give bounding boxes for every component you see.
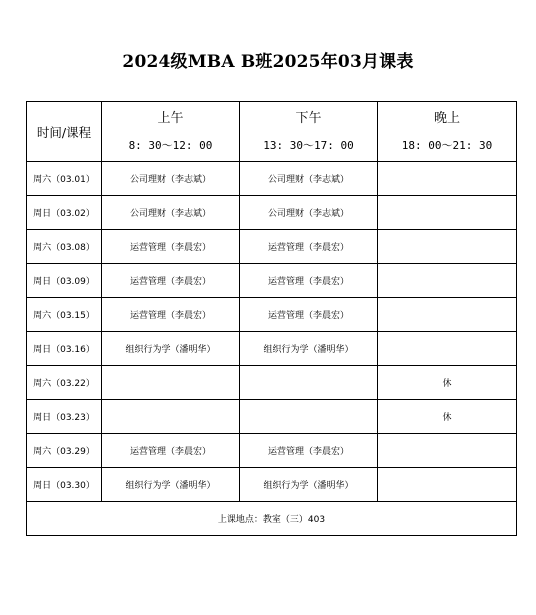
afternoon-course-cell: 公司理财（李志斌） [240,162,378,196]
evening-course-cell [378,196,517,230]
schedule-table [26,101,517,536]
date-cell: 周六（03.29） [27,434,102,468]
afternoon-course-cell [240,366,378,400]
period-header-morning [102,102,240,162]
evening-course-cell: 休 [378,366,517,400]
afternoon-course-cell: 运营管理（李晨宏） [240,298,378,332]
period-time: 13: 30～17: 00 [263,138,354,152]
evening-course-cell: 休 [378,400,517,434]
date-cell: 周日（03.02） [27,196,102,230]
class-location-note: 上课地点：教室（三）403 [27,502,517,536]
date-cell: 周日（03.30） [27,468,102,502]
morning-course-cell: 组织行为学（潘明华） [102,468,240,502]
morning-course-cell: 组织行为学（潘明华） [102,332,240,366]
table-row [27,298,517,332]
date-cell: 周六（03.08） [27,230,102,264]
evening-course-cell [378,468,517,502]
afternoon-course-cell: 公司理财（李志斌） [240,196,378,230]
afternoon-course-cell [240,400,378,434]
morning-course-cell: 运营管理（李晨宏） [102,264,240,298]
table-row [27,196,517,230]
footer-row [27,502,517,536]
table-row [27,264,517,298]
morning-course-cell [102,400,240,434]
corner-header: 时间/课程 [27,102,102,162]
period-time: 18: 00～21: 30 [401,138,493,152]
table-row [27,400,517,434]
period-header-afternoon [240,102,378,162]
afternoon-course-cell: 运营管理（李晨宏） [240,264,378,298]
evening-course-cell [378,264,517,298]
date-cell: 周六（03.01） [27,162,102,196]
afternoon-course-cell: 组织行为学（潘明华） [240,332,378,366]
table-row [27,230,517,264]
period-header-evening [378,102,517,162]
period-time: 8: 30～12: 00 [128,138,213,152]
morning-course-cell: 公司理财（李志斌） [102,196,240,230]
page-title: 2024级MBA B班2025年03月课表 [122,52,414,72]
date-cell: 周日（03.16） [27,332,102,366]
evening-course-cell [378,230,517,264]
afternoon-course-cell: 运营管理（李晨宏） [240,230,378,264]
morning-course-cell: 运营管理（李晨宏） [102,230,240,264]
table-row [27,434,517,468]
period-name: 上午 [157,110,184,126]
header-row [27,102,517,162]
evening-course-cell [378,162,517,196]
date-cell: 周六（03.22） [27,366,102,400]
evening-course-cell [378,298,517,332]
morning-course-cell: 公司理财（李志斌） [102,162,240,196]
afternoon-course-cell: 运营管理（李晨宏） [240,434,378,468]
morning-course-cell: 运营管理（李晨宏） [102,298,240,332]
date-cell: 周日（03.09） [27,264,102,298]
afternoon-course-cell: 组织行为学（潘明华） [240,468,378,502]
table-row [27,332,517,366]
evening-course-cell [378,332,517,366]
evening-course-cell [378,434,517,468]
table-row [27,366,517,400]
date-cell: 周六（03.15） [27,298,102,332]
period-name: 下午 [295,110,322,126]
table-row [27,468,517,502]
table-row [27,162,517,196]
morning-course-cell: 运营管理（李晨宏） [102,434,240,468]
period-name: 晚上 [433,110,460,126]
morning-course-cell [102,366,240,400]
date-cell: 周日（03.23） [27,400,102,434]
